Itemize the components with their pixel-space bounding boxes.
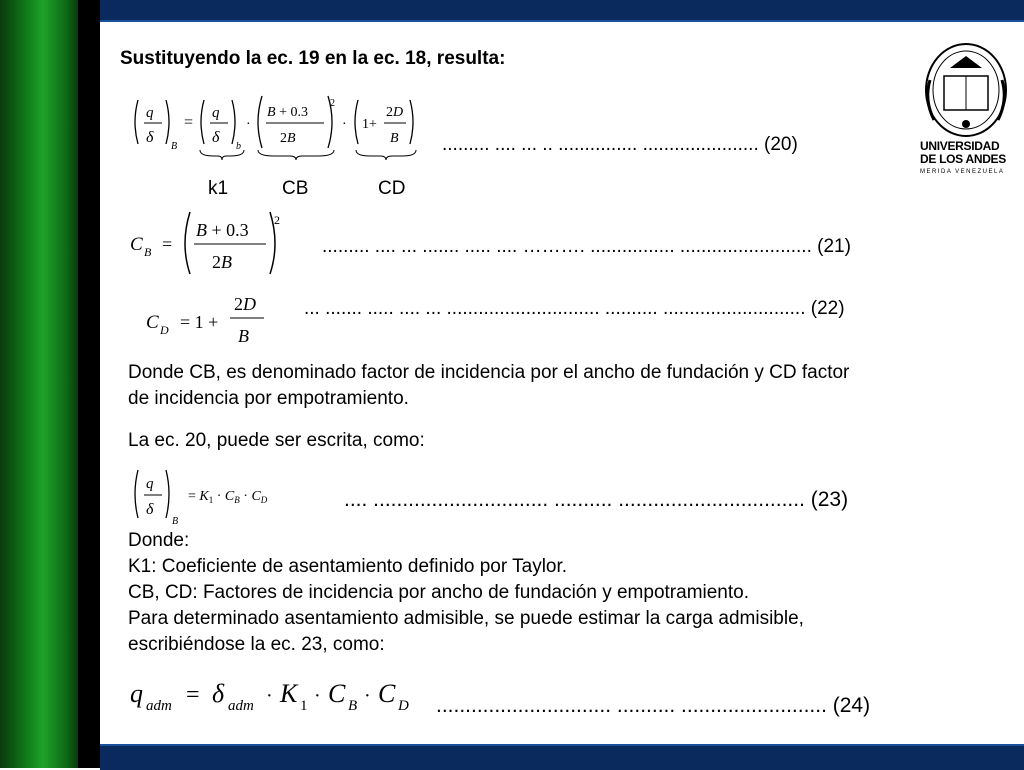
paragraph-line-8: escribiéndose la ec. 23, como: bbox=[128, 634, 385, 655]
svg-text:q: q bbox=[130, 679, 143, 708]
svg-text:b: b bbox=[236, 141, 241, 152]
svg-text:1: 1 bbox=[300, 698, 308, 714]
paragraph-line-7: Para determinado asentamiento admisible, se puede estimar la carga admisible, bbox=[128, 608, 804, 629]
svg-text:·: · bbox=[364, 685, 371, 707]
svg-text:·: · bbox=[342, 117, 347, 132]
svg-text:2D: 2D bbox=[386, 105, 404, 120]
svg-text:= K1 · CB · CD: = $K_1 \cdot C_B \cdot C_D$ bbox=[188, 489, 268, 505]
paragraph-line-5: K1: Coeficiente de asentamiento definido por Taylor. bbox=[128, 556, 568, 577]
logo-name: UNIVERSIDAD bbox=[920, 139, 1000, 153]
svg-text:=: = bbox=[162, 234, 173, 254]
eq21-dots: ......... .... ... ....... ..... .... ………. ................ ......................... (21) bbox=[322, 236, 851, 257]
svg-text:δ: δ bbox=[212, 129, 220, 146]
svg-text:q: q bbox=[146, 476, 154, 492]
brace-label-cd: CD bbox=[378, 178, 406, 199]
svg-text:C: C bbox=[378, 679, 396, 708]
svg-text:B + 0.3: B + 0.3 bbox=[267, 105, 308, 120]
brace-label-k1: k1 bbox=[208, 178, 229, 199]
svg-text:2B: 2B bbox=[280, 131, 296, 146]
equation-22 bbox=[144, 290, 274, 350]
svg-text:B: B bbox=[390, 131, 399, 146]
svg-text:δ: δ bbox=[146, 501, 154, 518]
svg-text:B: B bbox=[172, 516, 179, 527]
svg-text:C: C bbox=[130, 234, 143, 255]
svg-text:= 1 +: = 1 + bbox=[180, 312, 219, 332]
svg-text:B: B bbox=[171, 141, 178, 152]
svg-text:·: · bbox=[246, 117, 251, 132]
svg-text:1+: 1+ bbox=[362, 117, 377, 132]
slide-heading: Sustituyendo la ec. 19 en la ec. 18, resulta: bbox=[120, 48, 506, 69]
equation-23 bbox=[130, 464, 320, 530]
svg-text:C: C bbox=[328, 679, 346, 708]
svg-text:δ: δ bbox=[212, 679, 225, 708]
paragraph-line-3: La ec. 20, puede ser escrita, como: bbox=[128, 430, 425, 451]
logo-place: MERIDA VENEZUELA bbox=[920, 169, 1005, 175]
logo-name2: DE LOS ANDES bbox=[920, 152, 1006, 166]
svg-text:2: 2 bbox=[330, 98, 335, 109]
svg-text:C: C bbox=[146, 312, 159, 333]
paragraph-line-2: de incidencia por empotramiento. bbox=[128, 388, 409, 409]
svg-text:·: · bbox=[266, 685, 273, 707]
svg-text:B + 0.3: B + 0.3 bbox=[196, 220, 249, 240]
svg-text:B: B bbox=[348, 698, 358, 714]
brace-label-cb: CB bbox=[282, 178, 309, 199]
equation-21 bbox=[128, 208, 298, 280]
svg-text:2D: 2D bbox=[234, 294, 256, 314]
svg-text:B: B bbox=[238, 326, 249, 346]
eq22-dots: ... ....... ..... .... ... ............................. .......... ........................... (22) bbox=[304, 298, 845, 319]
svg-text:q: q bbox=[146, 105, 154, 121]
svg-text:D: D bbox=[160, 323, 169, 337]
svg-text:=: = bbox=[184, 114, 194, 131]
eq20-dots: ......... .... ... .. ............... ...................... (20) bbox=[442, 134, 798, 155]
svg-text:K: K bbox=[280, 679, 298, 708]
svg-text:adm: adm bbox=[146, 698, 172, 714]
left-black-band bbox=[78, 0, 100, 768]
paragraph-line-1: Donde CB, es denominado factor de incidencia por el ancho de fundación y CD factor bbox=[128, 362, 850, 383]
svg-text:adm: adm bbox=[228, 698, 254, 714]
eq24-dots: .............................. .......... ......................... (24) bbox=[436, 694, 871, 717]
equation-20 bbox=[130, 92, 440, 164]
university-logo bbox=[920, 40, 1016, 180]
eq23-dots: .... .............................. .......... ................................ (23) bbox=[344, 488, 849, 511]
bottom-bar bbox=[100, 744, 1024, 770]
left-decor-band bbox=[0, 0, 78, 768]
svg-text:δ: δ bbox=[146, 129, 154, 146]
svg-text:=: = bbox=[186, 682, 200, 708]
svg-text:·: · bbox=[314, 685, 321, 707]
equation-24 bbox=[128, 670, 428, 720]
paragraph-line-6: CB, CD: Factores de incidencia por ancho de fundación y empotramiento. bbox=[128, 582, 749, 603]
paragraph-line-4: Donde: bbox=[128, 530, 190, 551]
svg-text:q: q bbox=[212, 105, 220, 121]
svg-text:2B: 2B bbox=[212, 252, 232, 272]
svg-text:2: 2 bbox=[274, 213, 280, 227]
svg-text:D: D bbox=[398, 698, 409, 714]
svg-text:B: B bbox=[144, 245, 152, 259]
top-bar bbox=[100, 0, 1024, 22]
